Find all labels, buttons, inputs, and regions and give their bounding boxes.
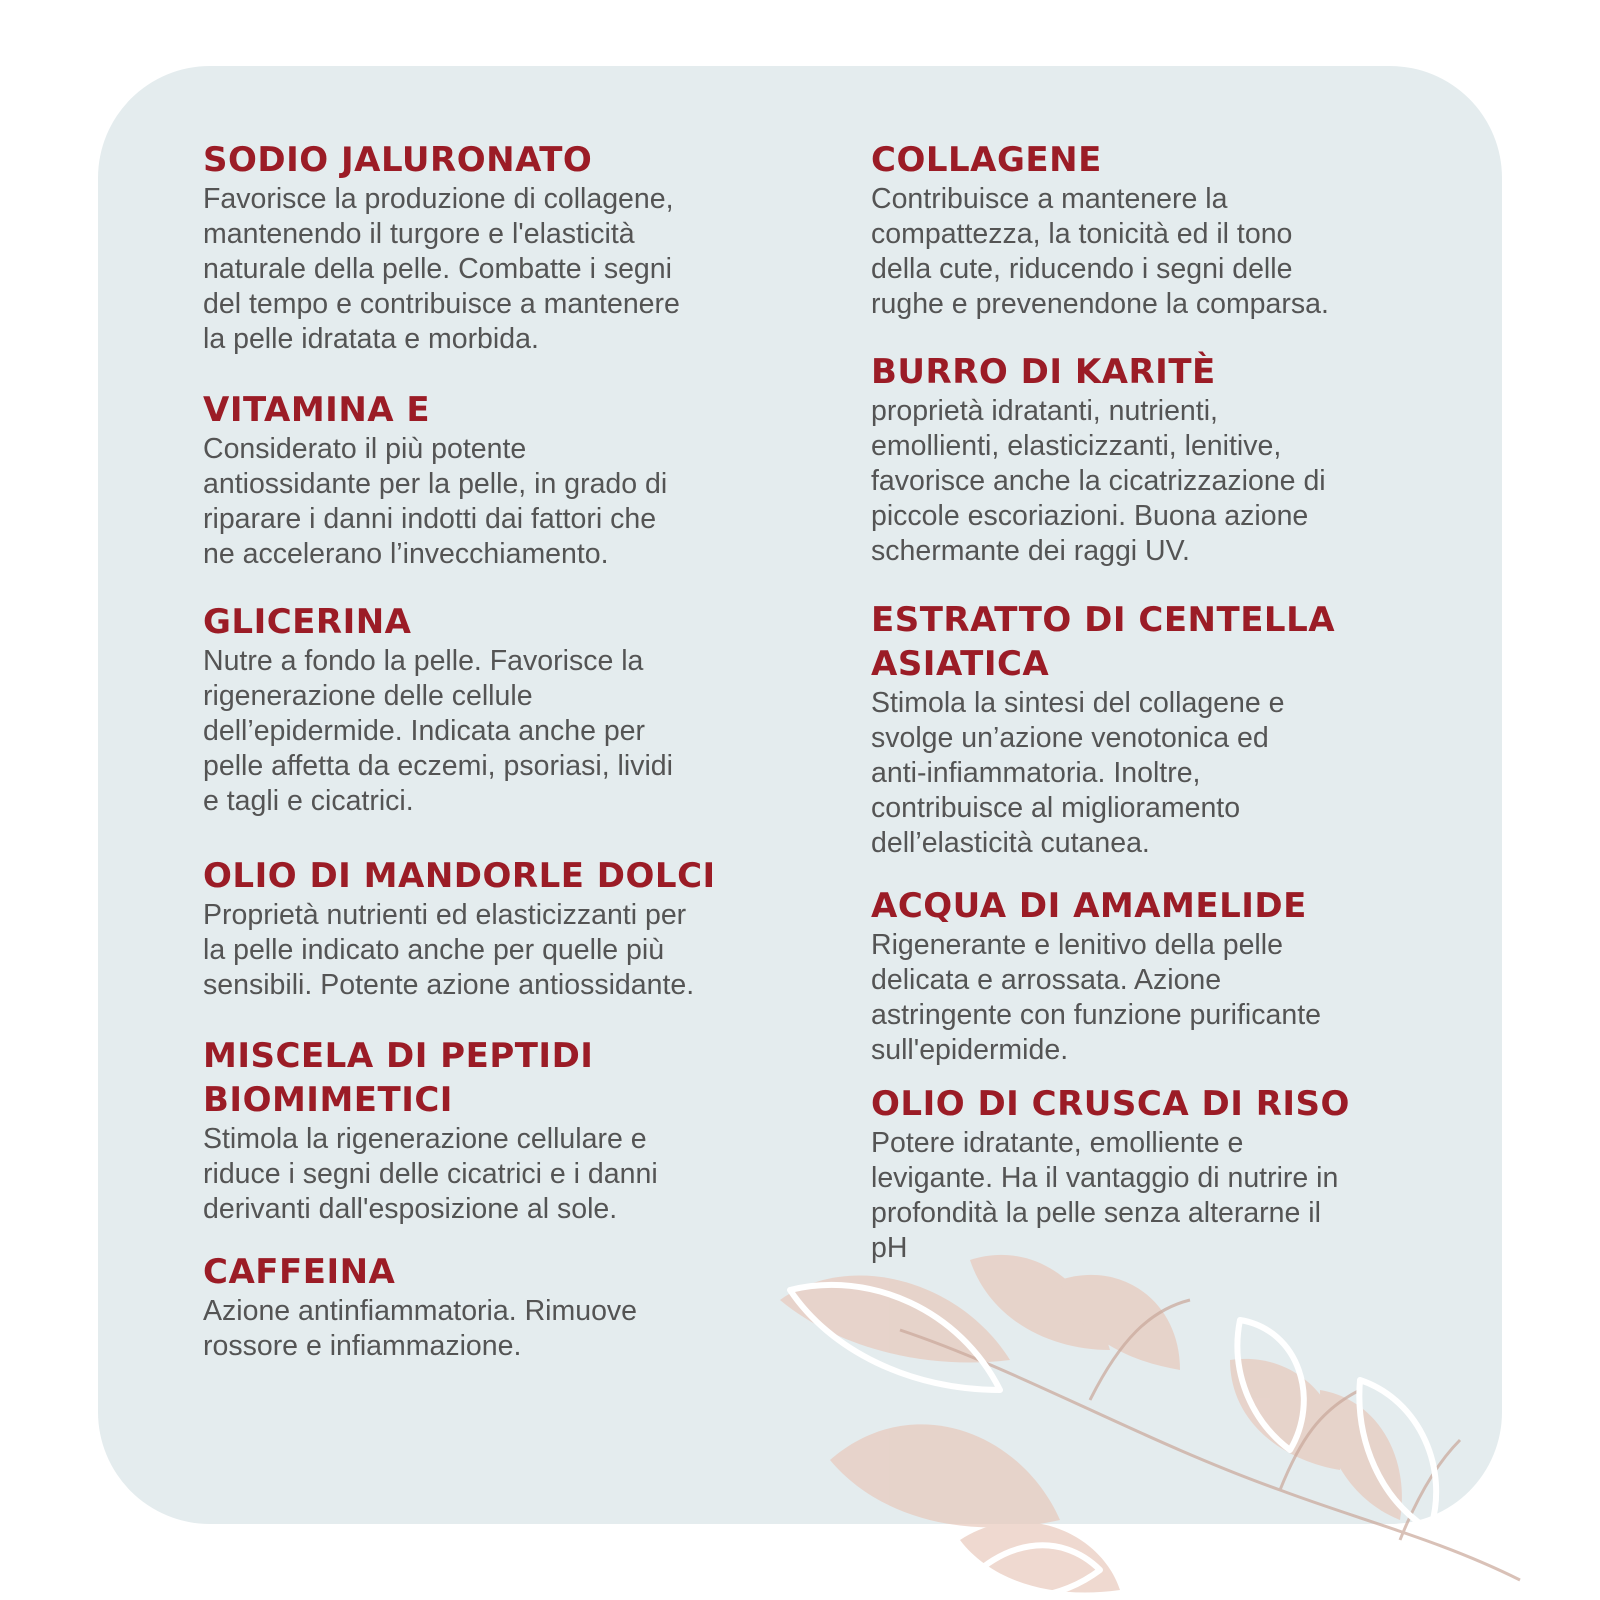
ingredient-title: OLIO DI CRUSCA DI RISO: [871, 1084, 1350, 1124]
ingredient-title: CAFFEINA: [203, 1252, 396, 1292]
ingredient-title: SODIO JALURONATO: [203, 140, 593, 180]
ingredient-description: Nutre a fondo la pelle. Favorisce la rigenerazione delle cellule dell’epidermide. Indicata anche per pelle affetta da eczemi, psoriasi, lividi e tagli e cicatrici.: [203, 645, 673, 817]
ingredient-miscela-di-peptidi: [203, 1034, 823, 1227]
ingredient-title: BURRO DI KARITÈ: [871, 352, 1216, 392]
ingredient-description: Favorisce la produzione di collagene, mantenendo il turgore e l'elasticità naturale della pelle. Combatte i segni del tempo e contribuisce a mantenere la pelle idratata e morbida.: [203, 183, 680, 355]
ingredient-description: Proprietà nutrienti ed elasticizzanti per la pelle indicato anche per quelle più sensibili. Potente azione antiossidante.: [203, 899, 695, 1001]
ingredient-title: OLIO DI MANDORLE DOLCI: [203, 856, 716, 896]
ingredient-acqua-di-amamelide: [871, 884, 1471, 1068]
ingredient-glicerina: [203, 600, 823, 819]
ingredient-description: Stimola la rigenerazione cellulare e riduce i segni delle cicatrici e i danni derivanti dall'esposizione al sole.: [203, 1123, 658, 1225]
ingredient-sodio-jaluronato: [203, 138, 823, 357]
ingredient-title: ACQUA DI AMAMELIDE: [871, 886, 1307, 926]
leaf-branch-icon: [760, 1240, 1600, 1600]
ingredient-caffeina: [203, 1250, 823, 1364]
ingredient-description: Contribuisce a mantenere la compattezza, la tonicità ed il tono della cute, riducendo i segni delle rughe e prevenendone la comparsa.: [871, 183, 1329, 320]
ingredient-description: Considerato il più potente antiossidante per la pelle, in grado di riparare i danni indotti dai fattori che ne accelerano l’invecchiamento.: [203, 433, 668, 570]
ingredient-title: GLICERINA: [203, 602, 412, 642]
ingredient-description: Potere idratante, emolliente e levigante. Ha il vantaggio di nutrire in profondità la pelle senza alterarne il pH: [871, 1127, 1339, 1264]
ingredient-title: VITAMINA E: [203, 390, 431, 430]
ingredient-title: ESTRATTO DI CENTELLA ASIATICA: [871, 600, 1336, 684]
ingredient-olio-di-mandorle-dolci: [203, 854, 823, 1003]
ingredient-title: COLLAGENE: [871, 140, 1102, 180]
ingredient-description: Azione antinfiammatoria. Rimuove rossore e infiammazione.: [203, 1295, 638, 1362]
ingredient-estratto-di-centella: [871, 598, 1471, 861]
ingredient-olio-di-crusca-di-riso: [871, 1082, 1471, 1266]
ingredient-description: Stimola la sintesi del collagene e svolge un’azione venotonica ed anti-infiammatoria. Inoltre, contribuisce al miglioramento dell’elasticità cutanea.: [871, 687, 1285, 859]
ingredient-description: proprietà idratanti, nutrienti, emollienti, elasticizzanti, lenitive, favorisce anche la cicatrizzazione di piccole escoriazioni. Buona azione schermante dei raggi UV.: [871, 395, 1326, 567]
ingredient-collagene: [871, 138, 1471, 322]
ingredient-title: MISCELA DI PEPTIDI BIOMIMETICI: [203, 1036, 594, 1120]
ingredient-description: Rigenerante e lenitivo della pelle delicata e arrossata. Azione astringente con funzione purificante sull'epidermide.: [871, 929, 1321, 1066]
ingredient-vitamina-e: [203, 388, 823, 572]
ingredient-burro-di-karite: [871, 350, 1471, 569]
